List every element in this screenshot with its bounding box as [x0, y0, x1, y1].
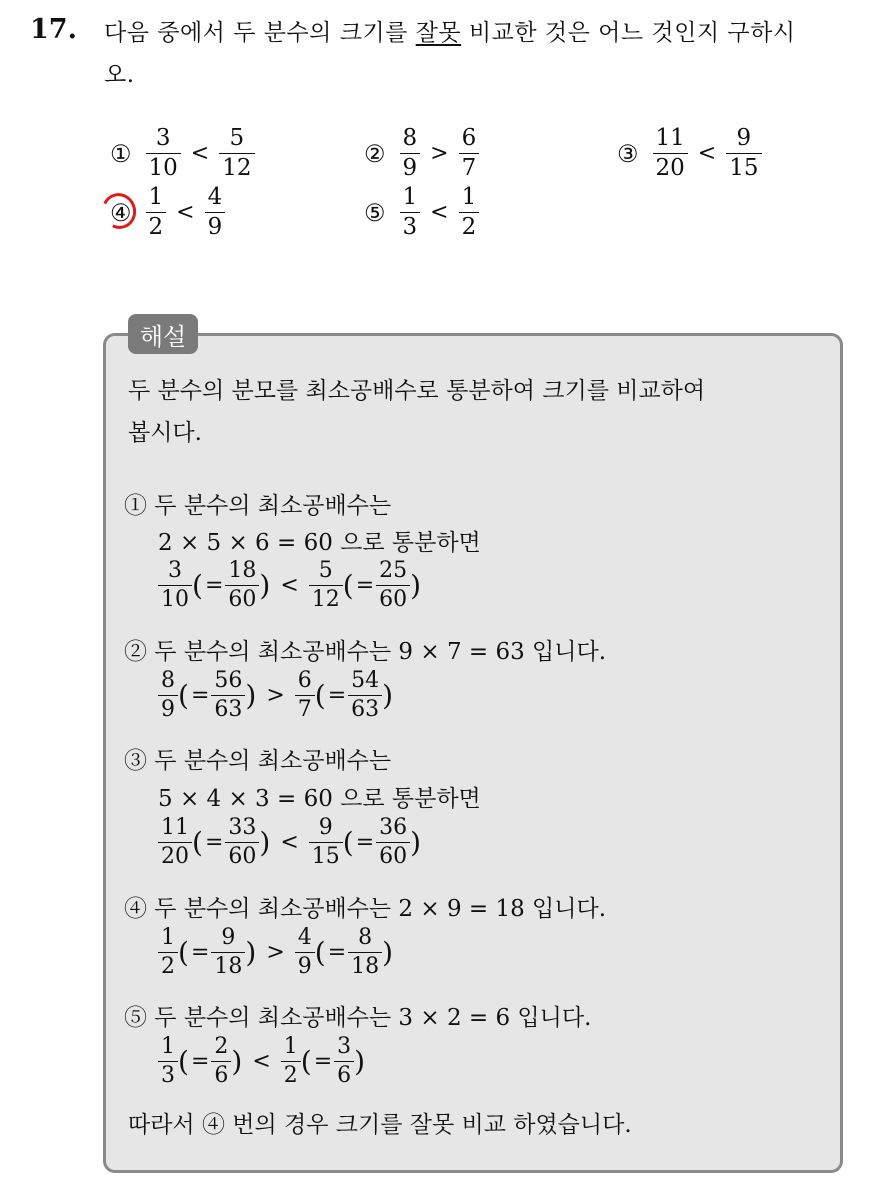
comparison-operator: <	[280, 830, 299, 855]
solution-tag: 해설	[128, 314, 198, 354]
numerator: 4	[297, 925, 312, 950]
fraction	[146, 186, 167, 239]
denominator: 9	[205, 212, 226, 239]
fraction	[295, 927, 315, 978]
fraction	[225, 560, 259, 611]
denominator: 12	[219, 153, 254, 180]
choice-3[interactable]	[617, 127, 762, 180]
fraction	[726, 127, 761, 180]
denominator: 15	[309, 842, 343, 868]
denominator: 9	[400, 153, 421, 180]
open-paren: (	[314, 678, 326, 712]
denominator: 2	[459, 212, 480, 239]
denominator: 63	[348, 695, 382, 721]
choice-2[interactable]	[364, 127, 479, 180]
numerator: 18	[228, 558, 257, 583]
numerator: 1	[148, 184, 164, 210]
numerator: 9	[318, 815, 333, 840]
choice-marker: ⑤	[364, 198, 386, 227]
numerator: 1	[461, 184, 477, 210]
choice-5[interactable]	[364, 186, 479, 239]
solution-item-5-head: ⑤ 두 분수의 최소공배수는 3 × 2 = 6 입니다.	[124, 1005, 592, 1031]
equals-sign: =	[355, 573, 375, 598]
question-number: 17.	[30, 14, 77, 45]
denominator: 2	[158, 952, 178, 978]
underlined-word: 잘못	[415, 20, 462, 46]
choice-marker: ④	[110, 198, 132, 227]
fraction	[225, 817, 259, 868]
fraction	[158, 560, 192, 611]
open-paren: (	[178, 1044, 189, 1078]
numerator: 25	[379, 558, 408, 583]
denominator: 20	[158, 842, 192, 868]
solution-intro-line2: 봅시다.	[128, 420, 202, 446]
numerator: 1	[161, 1034, 175, 1059]
open-paren: (	[192, 568, 203, 602]
open-paren: (	[192, 825, 203, 859]
denominator: 7	[295, 695, 315, 721]
numerator: 3	[155, 125, 171, 151]
fraction	[653, 127, 688, 180]
numerator: 9	[736, 125, 752, 151]
fraction	[376, 817, 410, 868]
close-paren: )	[245, 678, 257, 712]
denominator: 15	[726, 153, 761, 180]
fraction	[211, 670, 245, 721]
solution-intro-line1: 두 분수의 분모를 최소공배수로 통분하여 크기를 비교하여	[128, 378, 706, 404]
solution-item-4-math	[158, 927, 393, 978]
fraction	[348, 927, 382, 978]
solution-item-1-head: ① 두 분수의 최소공배수는	[124, 493, 392, 519]
denominator: 10	[158, 585, 192, 611]
numerator: 1	[402, 184, 418, 210]
solution-conclusion: 따라서 ④ 번의 경우 크기를 잘못 비교 하였습니다.	[128, 1112, 632, 1138]
equals-sign: =	[204, 573, 224, 598]
comparison-operator: <	[190, 141, 210, 166]
numerator: 9	[221, 925, 236, 950]
fraction	[158, 927, 178, 978]
choice-marker: ②	[364, 139, 386, 168]
equals-sign: =	[190, 1049, 210, 1074]
question-text-part: 다음 중에서 두 분수의 크기를	[104, 20, 416, 46]
fraction	[295, 670, 315, 721]
numerator: 5	[318, 558, 333, 583]
close-paren: )	[259, 568, 271, 602]
denominator: 63	[211, 695, 245, 721]
fraction	[158, 817, 192, 868]
numerator: 8	[161, 668, 175, 693]
solution-item-5-math	[158, 1036, 365, 1087]
denominator: 2	[281, 1061, 301, 1087]
numerator: 8	[358, 925, 373, 950]
comparison-operator: <	[280, 573, 299, 598]
denominator: 2	[146, 212, 167, 239]
fraction	[219, 127, 254, 180]
fraction	[205, 186, 226, 239]
equals-sign: =	[190, 940, 210, 965]
numerator: 3	[168, 558, 182, 583]
fraction	[211, 927, 245, 978]
denominator: 60	[376, 585, 410, 611]
close-paren: )	[382, 678, 394, 712]
denominator: 20	[653, 153, 688, 180]
denominator: 3	[158, 1061, 178, 1087]
solution-item-4-head: ④ 두 분수의 최소공배수는 2 × 9 = 18 입니다.	[124, 896, 607, 922]
fraction	[400, 127, 421, 180]
equals-sign: =	[204, 830, 224, 855]
equals-sign: =	[190, 683, 210, 708]
fraction	[459, 186, 480, 239]
denominator: 10	[146, 153, 181, 180]
fraction	[281, 1036, 301, 1087]
denominator: 60	[225, 585, 259, 611]
close-paren: )	[410, 568, 422, 602]
solution-item-2-math	[158, 670, 393, 721]
numerator: 33	[228, 815, 257, 840]
numerator: 2	[214, 1034, 229, 1059]
solution-item-3-math	[158, 817, 421, 868]
question-text-line1	[104, 14, 796, 47]
denominator: 18	[211, 952, 245, 978]
numerator: 1	[161, 925, 175, 950]
fraction	[158, 670, 178, 721]
solution-item-1-sub: 2 × 5 × 6 = 60 으로 통분하면	[158, 530, 481, 556]
comparison-operator: >	[266, 940, 285, 965]
comparison-operator: <	[697, 141, 717, 166]
denominator: 12	[309, 585, 343, 611]
open-paren: (	[314, 935, 326, 969]
fraction	[158, 1036, 178, 1087]
fraction	[348, 670, 382, 721]
denominator: 9	[158, 695, 178, 721]
fraction	[309, 560, 343, 611]
solution-item-3-sub: 5 × 4 × 3 = 60 으로 통분하면	[158, 786, 481, 812]
numerator: 5	[229, 125, 245, 151]
numerator: 8	[402, 125, 418, 151]
solution-item-1-math	[158, 560, 421, 611]
denominator: 6	[334, 1061, 354, 1087]
question-text-line2: 오.	[104, 62, 135, 88]
denominator: 3	[400, 212, 421, 239]
open-paren: (	[300, 1044, 312, 1078]
comparison-operator: <	[430, 200, 449, 225]
denominator: 60	[376, 842, 410, 868]
close-paren: )	[382, 935, 394, 969]
fraction	[400, 186, 421, 239]
denominator: 6	[211, 1061, 231, 1087]
open-paren: (	[342, 568, 354, 602]
equals-sign: =	[313, 1049, 333, 1074]
question-text-part: 비교한 것은 어느 것인지 구하시	[461, 20, 796, 46]
choice-marker: ③	[617, 139, 639, 168]
equals-sign: =	[355, 830, 375, 855]
fraction	[334, 1036, 354, 1087]
numerator: 6	[461, 125, 477, 151]
choice-marker: ①	[110, 139, 132, 168]
numerator: 11	[161, 815, 189, 840]
comparison-operator: >	[266, 683, 285, 708]
fraction	[376, 560, 410, 611]
fraction	[309, 817, 343, 868]
numerator: 56	[214, 668, 243, 693]
open-paren: (	[178, 678, 189, 712]
denominator: 7	[459, 153, 480, 180]
numerator: 11	[655, 125, 685, 151]
close-paren: )	[259, 825, 271, 859]
close-paren: )	[245, 935, 257, 969]
equals-sign: =	[327, 940, 347, 965]
comparison-operator: <	[176, 200, 195, 225]
close-paren: )	[410, 825, 422, 859]
open-paren: (	[178, 935, 189, 969]
numerator: 1	[283, 1034, 298, 1059]
fraction	[211, 1036, 231, 1087]
comparison-operator: <	[252, 1049, 271, 1074]
denominator: 9	[295, 952, 315, 978]
open-paren: (	[342, 825, 354, 859]
choice-1[interactable]	[110, 127, 255, 180]
numerator: 36	[379, 815, 408, 840]
comparison-operator: >	[430, 141, 449, 166]
fraction	[459, 127, 480, 180]
numerator: 6	[297, 668, 312, 693]
close-paren: )	[231, 1044, 243, 1078]
solution-item-2-head: ② 두 분수의 최소공배수는 9 × 7 = 63 입니다.	[124, 639, 607, 665]
numerator: 3	[337, 1034, 352, 1059]
denominator: 60	[225, 842, 259, 868]
fraction	[146, 127, 181, 180]
equals-sign: =	[327, 683, 347, 708]
denominator: 18	[348, 952, 382, 978]
numerator: 54	[351, 668, 380, 693]
numerator: 4	[207, 184, 223, 210]
solution-item-3-head: ③ 두 분수의 최소공배수는	[124, 748, 392, 774]
close-paren: )	[354, 1044, 366, 1078]
